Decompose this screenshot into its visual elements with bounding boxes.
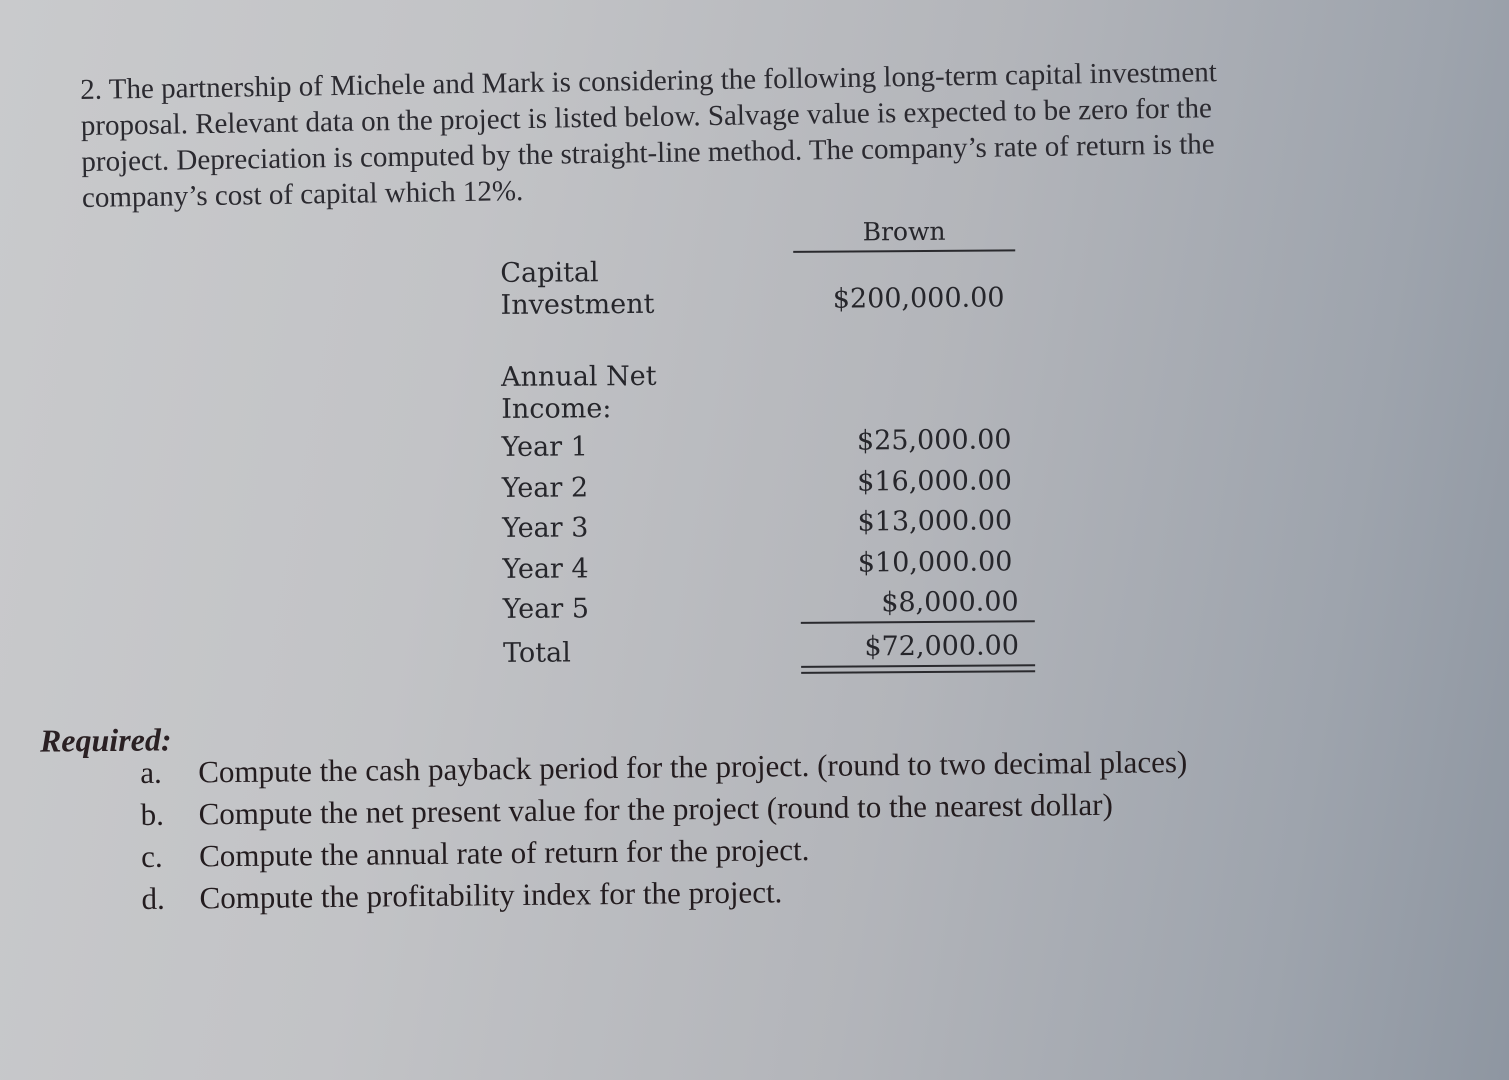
year-1-label: Year 1 — [501, 431, 588, 463]
year-2-label: Year 2 — [501, 472, 589, 504]
investment-table — [490, 216, 1053, 690]
year-3-label: Year 3 — [502, 512, 589, 544]
item-text: Compute the net present value for the project (round to the nearest dollar) — [198, 786, 1113, 832]
capital-label-line1: Capital — [500, 257, 599, 289]
problem-line: proposal. Relevant data on the project is listed below. Salvage value is expected to be zero for the — [80, 92, 1213, 142]
year-1-value: $25,000.00 — [856, 424, 1012, 457]
problem-line: 2. The partnership of Michele and Mark is considering the following long-term capital investment — [80, 56, 1218, 106]
total-label: Total — [502, 637, 571, 669]
item-text: Compute the profitability index for the project. — [199, 874, 783, 916]
item-letter: a. — [140, 754, 162, 790]
required-list — [140, 739, 1402, 920]
total-double-rule — [801, 664, 1035, 674]
year-4-label: Year 4 — [502, 553, 589, 585]
year-2-value: $16,000.00 — [857, 465, 1012, 498]
capital-value: $200,000.00 — [832, 282, 1005, 315]
year-3-value: $13,000.00 — [857, 505, 1013, 538]
item-text: Compute the cash payback period for the project. (round to two decimal places) — [198, 744, 1188, 790]
year-4-value: $10,000.00 — [857, 546, 1013, 579]
column-header-brown: Brown — [793, 216, 1015, 253]
item-letter: d. — [141, 880, 165, 916]
total-value: $72,000.00 — [864, 630, 1020, 663]
problem-line: project. Depreciation is computed by the straight-line method. The company’s rate of return is the — [81, 128, 1215, 178]
problem-statement — [80, 51, 1417, 216]
annual-label-line2: Income: — [501, 393, 612, 425]
annual-label-line1: Annual Net — [500, 360, 657, 393]
capital-label-line2: Investment — [500, 288, 655, 321]
year-5-value: $8,000.00 — [881, 586, 1019, 619]
item-letter: b. — [140, 796, 165, 832]
item-letter: c. — [140, 838, 163, 874]
item-text: Compute the annual rate of return for the project. — [198, 831, 810, 874]
problem-line: company’s cost of capital which 12%. — [81, 175, 524, 214]
subtotal-rule — [801, 620, 1035, 624]
required-heading: Required: — [39, 721, 172, 759]
year-5-label: Year 5 — [502, 593, 590, 625]
